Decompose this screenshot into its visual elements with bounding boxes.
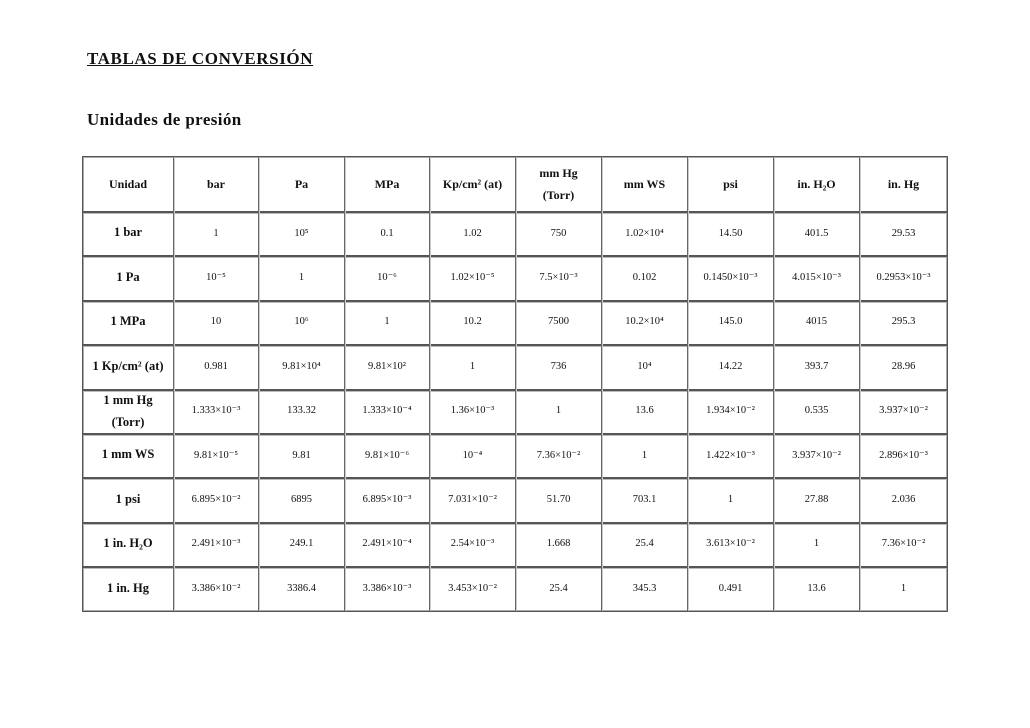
column-header: mm WS	[602, 157, 688, 211]
table-row	[83, 522, 947, 568]
table-cell: 1.333×10⁻⁴	[345, 389, 430, 433]
table-row	[83, 255, 947, 301]
table-cell: 9.81×10⁻⁵	[174, 433, 259, 477]
column-header: Kp/cm² (at)	[430, 157, 516, 211]
table-cell: 13.6	[602, 389, 688, 433]
table-cell: 10.2	[430, 300, 516, 344]
table-cell: 1.02×10⁴	[602, 211, 688, 255]
table-cell: 1	[430, 344, 516, 388]
table-cell: 1.333×10⁻³	[174, 389, 259, 433]
table-cell: 1.02	[430, 211, 516, 255]
row-unit-label: 1 in. Hg	[83, 566, 174, 610]
table-cell: 4015	[774, 300, 860, 344]
table-cell: 145.0	[688, 300, 774, 344]
table-cell: 29.53	[891, 227, 916, 239]
row-unit-label: 1 mm Hg (Torr)	[83, 389, 174, 433]
table-cell: 1	[174, 211, 259, 255]
row-unit-label: 1 psi	[83, 477, 174, 521]
table-cell: 1.934×10⁻²	[688, 389, 774, 433]
table-header-row	[83, 157, 947, 213]
table-cell: 1.36×10⁻³	[430, 389, 516, 433]
table-cell: 393.7	[774, 344, 860, 388]
table-row	[83, 566, 947, 610]
table-cell: 0.2953×10⁻³	[876, 272, 931, 284]
table-cell: 133.32	[259, 389, 345, 433]
table-cell: 0.535	[774, 389, 860, 433]
table-cell: 10⁵	[259, 211, 345, 255]
table-cell: 3.386×10⁻²	[174, 566, 259, 610]
table-cell: 6895	[259, 477, 345, 521]
table-cell: 2.491×10⁻³	[174, 522, 259, 566]
table-row	[83, 344, 947, 390]
table-cell: 7.36×10⁻²	[516, 433, 602, 477]
conversion-table	[82, 156, 948, 612]
table-cell: 1.02×10⁻⁵	[430, 255, 516, 299]
table-cell: 3.613×10⁻²	[688, 522, 774, 566]
column-header: Unidad	[83, 157, 174, 211]
table-cell: 10⁴	[602, 344, 688, 388]
section-title: Unidades de presión	[87, 110, 242, 129]
row-unit-label: 1 bar	[83, 211, 174, 255]
table-cell: 7500	[516, 300, 602, 344]
table-cell: 3386.4	[259, 566, 345, 610]
table-cell: 10.2×10⁴	[602, 300, 688, 344]
table-cell: 25.4	[602, 522, 688, 566]
table-cell: 0.102	[602, 255, 688, 299]
table-cell: 51.70	[516, 477, 602, 521]
table-cell: 2.491×10⁻⁴	[345, 522, 430, 566]
table-cell: 9.81×10²	[345, 344, 430, 388]
table-cell: 28.96	[891, 360, 916, 372]
table-cell: 3.386×10⁻³	[345, 566, 430, 610]
table-cell: 703.1	[602, 477, 688, 521]
row-unit-label: 1 MPa	[83, 300, 174, 344]
table-cell: 0.981	[174, 344, 259, 388]
table-cell: 6.895×10⁻²	[174, 477, 259, 521]
table-cell: 1	[688, 477, 774, 521]
table-cell: 14.50	[688, 211, 774, 255]
table-cell: 3.937×10⁻²	[879, 405, 928, 417]
table-row	[83, 477, 947, 523]
table-cell: 1	[516, 389, 602, 433]
table-cell: 0.1	[345, 211, 430, 255]
table-cell: 10⁻⁵	[174, 255, 259, 299]
table-cell: 401.5	[774, 211, 860, 255]
table-cell: 14.22	[688, 344, 774, 388]
table-cell: 750	[516, 211, 602, 255]
table-row	[83, 389, 947, 435]
table-cell: 0.1450×10⁻³	[688, 255, 774, 299]
row-unit-label: 1 Pa	[83, 255, 174, 299]
table-cell: 7.36×10⁻²	[881, 538, 926, 550]
table-cell: 736	[516, 344, 602, 388]
table-cell: 10⁻⁴	[430, 433, 516, 477]
table-cell: 25.4	[516, 566, 602, 610]
table-cell: 3.453×10⁻²	[430, 566, 516, 610]
table-cell: 1	[259, 255, 345, 299]
column-header: Pa	[259, 157, 345, 211]
row-unit-label: 1 in. H₂O	[83, 522, 174, 566]
table-cell: 1.668	[516, 522, 602, 566]
table-cell: 9.81×10⁻⁶	[345, 433, 430, 477]
column-header: bar	[174, 157, 259, 211]
table-cell: 1	[774, 522, 860, 566]
table-cell: 4.015×10⁻³	[774, 255, 860, 299]
column-header: psi	[688, 157, 774, 211]
table-cell: 10⁶	[259, 300, 345, 344]
table-cell: 1	[900, 582, 907, 594]
column-header: MPa	[345, 157, 430, 211]
table-cell: 2.036	[891, 494, 916, 506]
row-unit-label: 1 mm WS	[83, 433, 174, 477]
table-cell: 10	[174, 300, 259, 344]
table-cell: 13.6	[774, 566, 860, 610]
table-cell: 0.491	[688, 566, 774, 610]
table-cell: 7.5×10⁻³	[516, 255, 602, 299]
table-cell: 1.422×10⁻³	[688, 433, 774, 477]
table-cell: 295.3	[891, 316, 916, 328]
table-cell: 2.896×10⁻³	[879, 449, 928, 461]
table-cell: 9.81×10⁴	[259, 344, 345, 388]
table-row	[83, 433, 947, 479]
table-cell: 2.54×10⁻³	[430, 522, 516, 566]
table-cell: 3.937×10⁻²	[774, 433, 860, 477]
table-cell: 27.88	[774, 477, 860, 521]
table-cell: 1	[602, 433, 688, 477]
row-unit-label: 1 Kp/cm² (at)	[83, 344, 174, 388]
table-cell: 249.1	[259, 522, 345, 566]
table-cell: 6.895×10⁻³	[345, 477, 430, 521]
table-cell: 10⁻⁶	[345, 255, 430, 299]
table-cell: 9.81	[259, 433, 345, 477]
table-row	[83, 211, 947, 257]
table-row	[83, 300, 947, 346]
column-header: in. H₂O	[774, 157, 860, 211]
column-header: in. Hg	[887, 176, 920, 191]
table-cell: 345.3	[602, 566, 688, 610]
document-title: TABLAS DE CONVERSIÓN	[87, 49, 314, 68]
table-cell: 7.031×10⁻²	[430, 477, 516, 521]
table-cell: 1	[345, 300, 430, 344]
column-header: mm Hg (Torr)	[516, 157, 602, 211]
